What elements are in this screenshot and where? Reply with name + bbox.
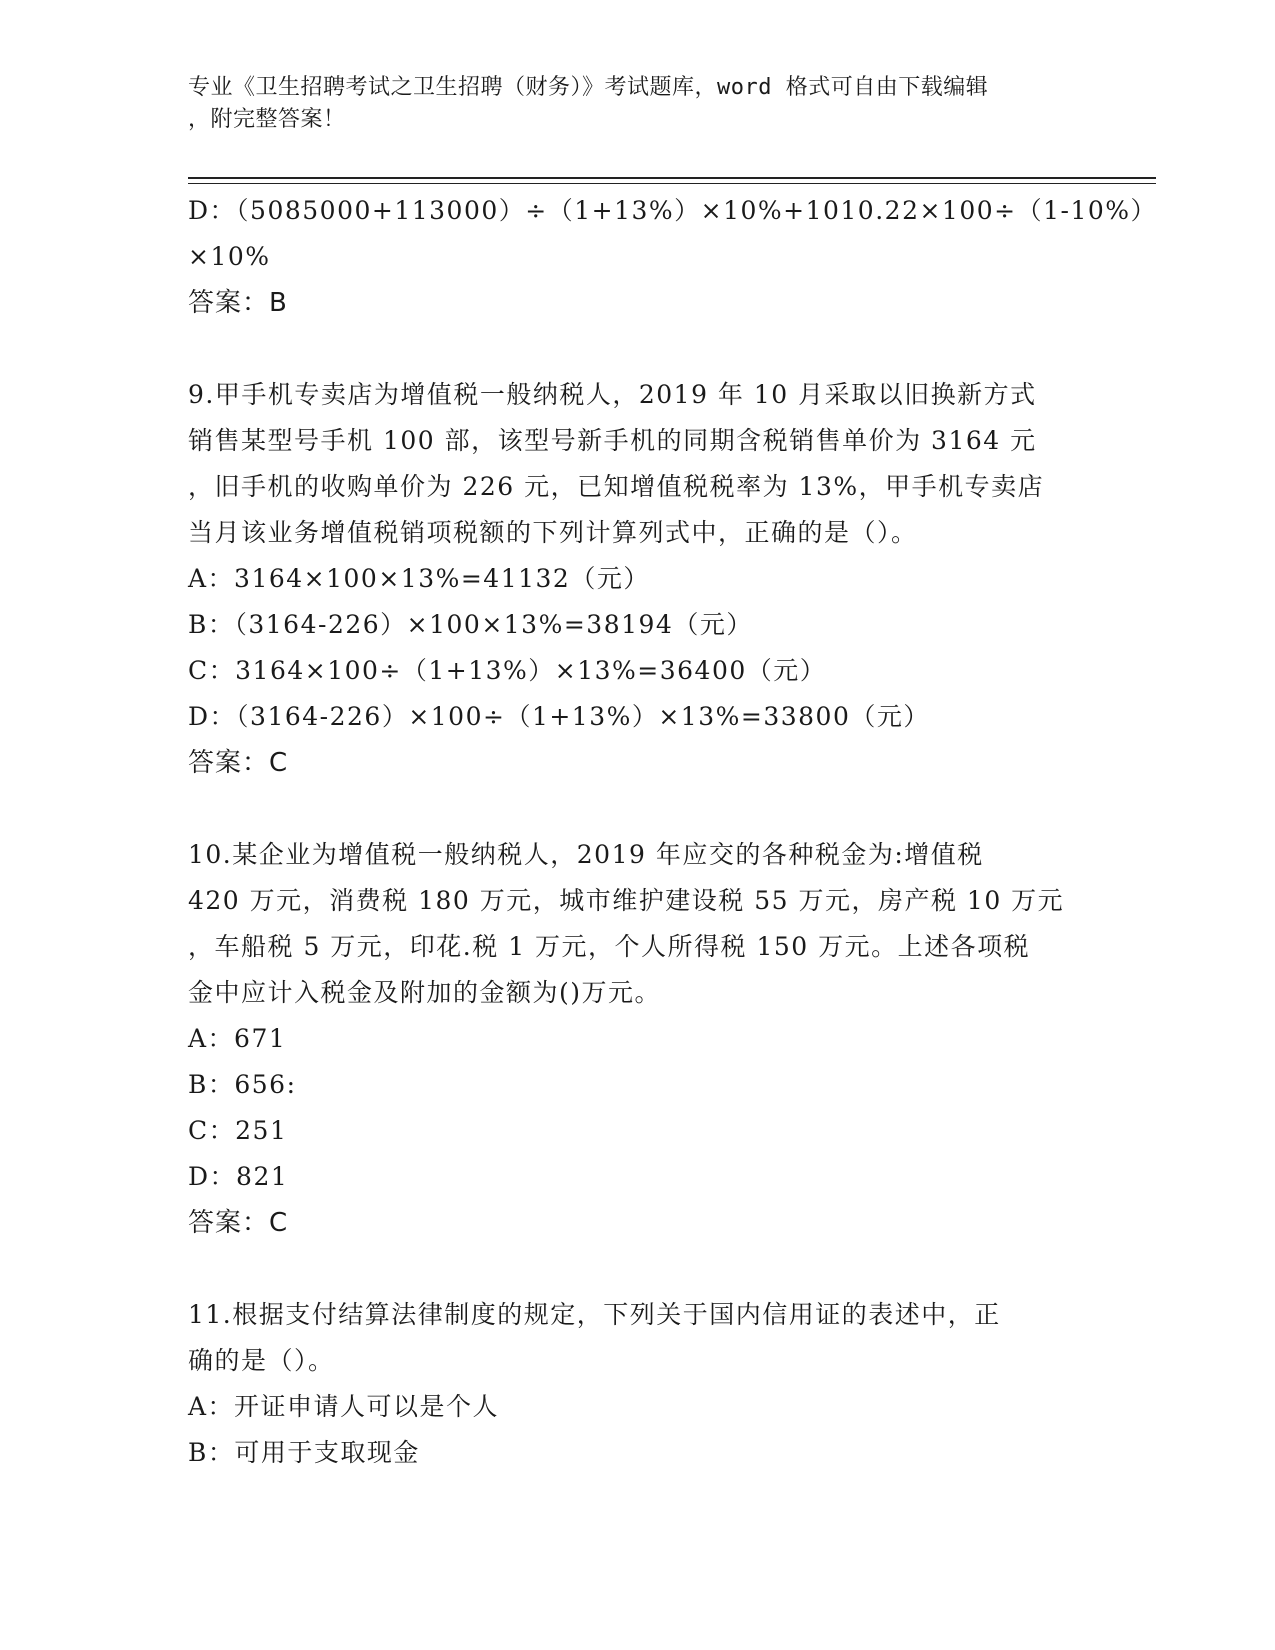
spacer bbox=[188, 1246, 1088, 1292]
q8-answer: 答案：B bbox=[188, 288, 288, 318]
q8-option-d-line-2: ×10% bbox=[188, 242, 271, 271]
q10-option-b: B：656: bbox=[188, 1070, 297, 1099]
q9-stem-line: 销售某型号手机 100 部，该型号新手机的同期含税销售单价为 3164 元 bbox=[188, 426, 1037, 455]
q10-stem-line: 金中应计入税金及附加的金额为()万元。 bbox=[188, 978, 662, 1007]
q9-stem-line: 当月该业务增值税销项税额的下列计算列式中，正确的是（）。 bbox=[188, 518, 918, 547]
q9-option-d: D：（3164-226）×100÷（1+13%）×13%=33800（元） bbox=[188, 702, 930, 731]
q10-option-d: D：821 bbox=[188, 1162, 289, 1191]
q10-answer: 答案：C bbox=[188, 1208, 289, 1238]
document-header bbox=[188, 72, 1088, 136]
q11-stem-line: 11.根据支付结算法律制度的规定，下列关于国内信用证的表述中，正 bbox=[188, 1300, 1001, 1329]
q10-stem-line: 420 万元，消费税 180 万元，城市维护建设税 55 万元，房产税 10 万元 bbox=[188, 886, 1065, 915]
document-body bbox=[188, 188, 1158, 1476]
header-line-1: 专业《卫生招聘考试之卫生招聘（财务）》考试题库，word 格式可自由下载编辑 bbox=[188, 75, 989, 100]
q9-option-a: A：3164×100×13%=41132（元） bbox=[188, 564, 650, 593]
spacer bbox=[188, 326, 1088, 372]
q10-option-a: A：671 bbox=[188, 1024, 287, 1053]
q9-answer: 答案：C bbox=[188, 748, 289, 778]
q9-option-b: B：（3164-226）×100×13%=38194（元） bbox=[188, 610, 753, 639]
q11-option-b: B：可用于支取现金 bbox=[188, 1438, 420, 1467]
question-10 bbox=[188, 832, 1088, 1246]
q10-stem-line: ，车船税 5 万元，印花.税 1 万元，个人所得税 150 万元。上述各项税 bbox=[188, 932, 1031, 961]
q9-stem-line: ，旧手机的收购单价为 226 元，已知增值税税率为 13%，甲手机专卖店 bbox=[188, 472, 1045, 501]
q11-option-a: A：开证申请人可以是个人 bbox=[188, 1392, 500, 1421]
q8-option-d-line-1: D：（5085000+113000）÷（1+13%）×10%+1010.22×100÷（1-10%） bbox=[188, 196, 1158, 225]
question-9 bbox=[188, 372, 1088, 786]
q10-option-c: C：251 bbox=[188, 1116, 288, 1145]
q10-stem-line: 10.某企业为增值税一般纳税人，2019 年应交的各种税金为:增值税 bbox=[188, 840, 984, 869]
question-11 bbox=[188, 1292, 1088, 1476]
header-rule-thick bbox=[188, 177, 1156, 179]
spacer bbox=[188, 786, 1088, 832]
q9-stem-line: 9.甲手机专卖店为增值税一般纳税人，2019 年 10 月采取以旧换新方式 bbox=[188, 380, 1037, 409]
q11-stem-line: 确的是（）。 bbox=[188, 1346, 335, 1375]
q9-option-c: C：3164×100÷（1+13%）×13%=36400（元） bbox=[188, 656, 827, 685]
header-line-2: ，附完整答案！ bbox=[188, 107, 346, 132]
header-rule-thin bbox=[188, 183, 1156, 184]
